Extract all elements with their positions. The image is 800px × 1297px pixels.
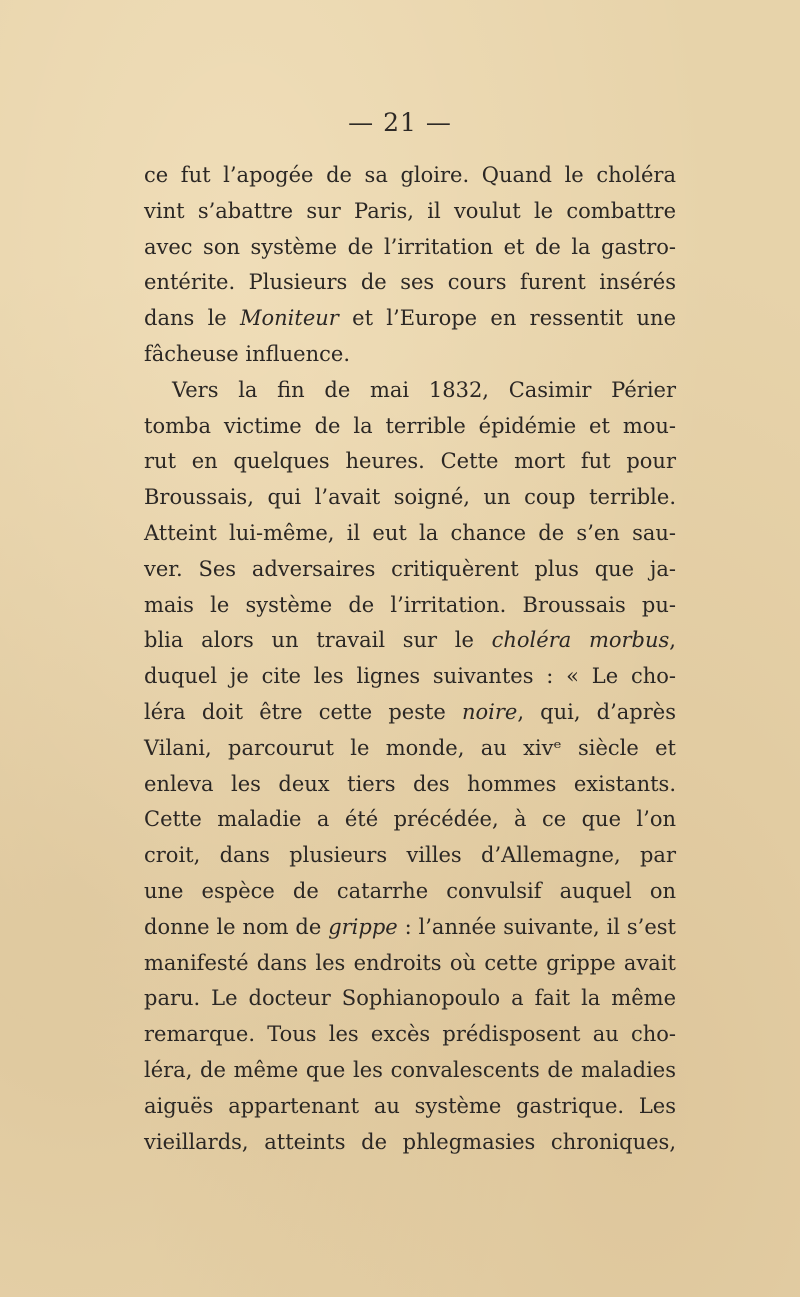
text-segment: et l’Europe en ressentit une xyxy=(338,306,676,331)
text-line: ce fut l’apogée de sa gloire. Quand le choléra xyxy=(144,163,676,187)
text-segment: , xyxy=(669,628,676,653)
text-segment: léra doit être cette peste xyxy=(144,699,462,724)
text-line: enleva les deux tiers des hommes existants. xyxy=(144,771,676,796)
text-line: remarque. Tous les excès prédisposent au cho- xyxy=(144,1022,676,1047)
text-line: fâcheuse influence. xyxy=(144,341,351,366)
text-line: avec son système de l’irritation et de la gastro- xyxy=(144,234,676,259)
text-line xyxy=(144,623,676,659)
text-line: Vilani, parcourut le monde, au xivᵉ siècle et xyxy=(144,735,676,760)
italic-term: choléra morbus xyxy=(491,628,670,653)
text-segment: , qui, d’après xyxy=(517,699,676,724)
text-line: rut en quelques heures. Cette mort fut pour xyxy=(144,449,676,474)
page-number: — 21 — xyxy=(348,108,452,137)
body-text xyxy=(144,158,676,1160)
text-line: Atteint lui-même, il eut la chance de s’en sau- xyxy=(144,520,676,545)
text-line: croit, dans plusieurs villes d’Allemagne, par xyxy=(144,843,676,868)
italic-term: noire xyxy=(461,699,518,724)
text-line xyxy=(144,301,676,337)
text-segment: blia alors un travail sur le xyxy=(144,628,492,653)
text-line: aiguës appartenant au système gastrique. Les xyxy=(144,1093,676,1118)
text-line: mais le système de l’irritation. Broussais pu- xyxy=(144,592,676,617)
text-line: Vers la fin de mai 1832, Casimir Périer xyxy=(172,377,676,402)
text-segment: dans le xyxy=(144,306,241,331)
text-line: vint s’abattre sur Paris, il voulut le combattre xyxy=(144,198,676,223)
italic-term: Moniteur xyxy=(240,306,339,331)
text-segment: donne le nom de xyxy=(144,914,329,939)
text-line: Broussais, qui l’avait soigné, un coup terrible. xyxy=(144,485,676,510)
text-line: paru. Le docteur Sophianopoulo a fait la même xyxy=(144,986,676,1011)
text-line: léra, de même que les convalescents de maladies xyxy=(144,1057,676,1082)
text-line: ver. Ses adversaires critiquèrent plus que ja- xyxy=(144,556,676,581)
text-line xyxy=(144,910,676,946)
text-line: manifesté dans les endroits où cette grippe avait xyxy=(144,950,676,975)
text-segment: : l’année suivante, il s’est xyxy=(397,914,676,939)
text-line: Cette maladie a été précédée, à ce que l’on xyxy=(144,807,676,832)
text-line: tomba victime de la terrible épidémie et mou- xyxy=(144,413,676,438)
text-line: vieillards, atteints de phlegmasies chroniques, xyxy=(144,1129,676,1154)
text-line: duquel je cite les lignes suivantes : « Le cho- xyxy=(144,664,676,689)
text-line: entérite. Plusieurs de ses cours furent insérés xyxy=(144,270,676,295)
text-line: une espèce de catarrhe convulsif auquel on xyxy=(144,878,676,903)
italic-term: grippe xyxy=(328,914,398,939)
text-line xyxy=(144,695,676,731)
